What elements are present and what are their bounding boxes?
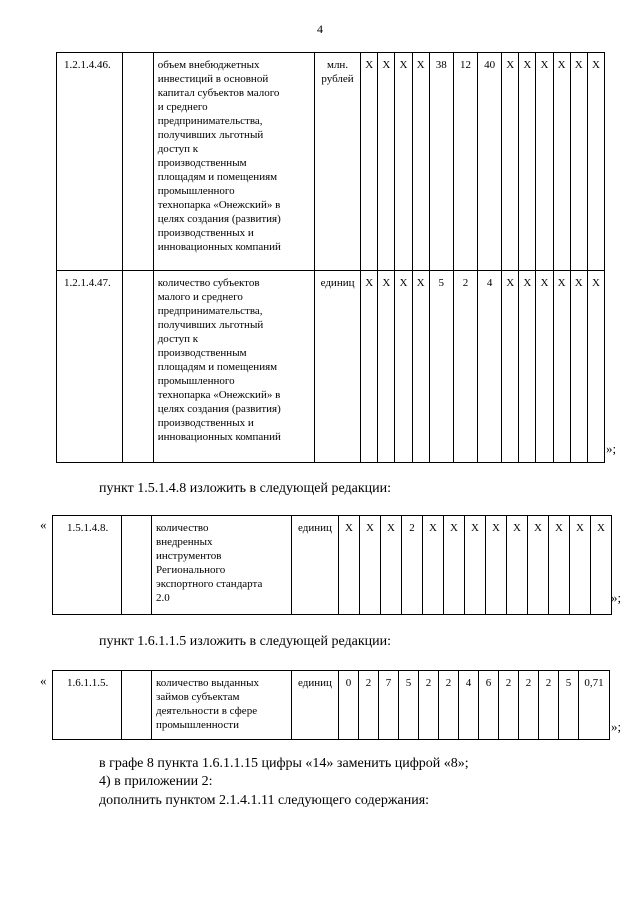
value-cell: X bbox=[549, 516, 570, 615]
instruction-paragraph-5: дополнить пунктом 2.1.4.1.11 следующего содержания: bbox=[99, 793, 430, 808]
row-description-line: экспортного стандарта bbox=[156, 578, 263, 590]
row-description bbox=[152, 516, 292, 615]
empty-cell bbox=[122, 671, 152, 740]
value-cell: X bbox=[570, 516, 591, 615]
row-unit bbox=[314, 53, 360, 271]
row-unit-line: млн. bbox=[326, 59, 349, 71]
value-cell: 12 bbox=[453, 53, 477, 271]
row-description-line: производственным bbox=[157, 157, 247, 169]
row-description-line: технопарка «Онежский» в bbox=[157, 199, 281, 211]
indicators-table-2 bbox=[52, 515, 612, 615]
table-row bbox=[53, 671, 610, 740]
value-cell: X bbox=[378, 271, 395, 463]
row-description bbox=[153, 271, 314, 463]
row-code: 1.6.1.1.5. bbox=[53, 671, 122, 740]
row-description-line: инвестиций в основной bbox=[157, 73, 269, 85]
value-cell: X bbox=[381, 516, 402, 615]
value-cell: 2 bbox=[519, 671, 539, 740]
value-cell: X bbox=[339, 516, 360, 615]
value-cell: X bbox=[423, 516, 444, 615]
row-code: 1.5.1.4.8. bbox=[53, 516, 122, 615]
instruction-paragraph-1: пункт 1.5.1.4.8 изложить в следующей редакции: bbox=[99, 481, 391, 496]
value-cell: X bbox=[502, 271, 519, 463]
value-cell: X bbox=[519, 53, 536, 271]
value-cell: 38 bbox=[429, 53, 453, 271]
value-cell: X bbox=[553, 53, 570, 271]
row-unit-line: рублей bbox=[321, 73, 354, 85]
value-cell: X bbox=[528, 516, 549, 615]
value-cell: 0,71 bbox=[579, 671, 610, 740]
value-cell: 2 bbox=[499, 671, 519, 740]
row-description-line: инновационных компаний bbox=[157, 431, 281, 443]
value-cell: X bbox=[465, 516, 486, 615]
value-cell: 4 bbox=[478, 271, 502, 463]
value-cell: X bbox=[536, 271, 553, 463]
row-unit-line: единиц bbox=[320, 277, 355, 289]
row-description-line: и среднего bbox=[157, 101, 208, 113]
closing-quote-3: »; bbox=[611, 719, 622, 734]
value-cell: X bbox=[395, 271, 412, 463]
row-description-line: объем внебюджетных bbox=[157, 59, 260, 71]
value-cell: X bbox=[553, 271, 570, 463]
row-description-line: деятельности в сфере bbox=[156, 705, 258, 717]
value-cell: 6 bbox=[479, 671, 499, 740]
row-description-line: займов субъектам bbox=[156, 691, 240, 703]
value-cell: X bbox=[412, 53, 429, 271]
row-description-line: внедренных bbox=[156, 536, 213, 548]
instruction-paragraph-4: 4) в приложении 2: bbox=[99, 774, 213, 789]
value-cell: 5 bbox=[429, 271, 453, 463]
table-row bbox=[57, 53, 605, 271]
value-cell: 5 bbox=[559, 671, 579, 740]
value-cell: X bbox=[587, 53, 604, 271]
row-description bbox=[153, 53, 314, 271]
value-cell: X bbox=[412, 271, 429, 463]
value-cell: X bbox=[570, 53, 587, 271]
value-cell: 40 bbox=[478, 53, 502, 271]
row-unit bbox=[314, 271, 360, 463]
value-cell: 2 bbox=[359, 671, 379, 740]
value-cell: 4 bbox=[459, 671, 479, 740]
indicators-table-1 bbox=[56, 52, 605, 463]
row-description-line: количество выданных bbox=[156, 677, 259, 689]
row-description-line: технопарка «Онежский» в bbox=[157, 389, 281, 401]
row-description-line: малого и среднего bbox=[157, 291, 243, 303]
row-description-line: получивших льготный bbox=[157, 129, 264, 141]
row-description-line: количество bbox=[156, 522, 209, 534]
value-cell: 0 bbox=[339, 671, 359, 740]
opening-quote-2: « bbox=[40, 517, 47, 532]
value-cell: 2 bbox=[419, 671, 439, 740]
closing-quote-1: »; bbox=[606, 441, 617, 456]
value-cell: X bbox=[570, 271, 587, 463]
instruction-paragraph-3: в графе 8 пункта 1.6.1.1.15 цифры «14» заменить цифрой «8»; bbox=[99, 756, 469, 771]
table-row bbox=[53, 516, 612, 615]
empty-cell bbox=[123, 271, 153, 463]
row-description-line: количество субъектов bbox=[157, 277, 260, 289]
value-cell: X bbox=[486, 516, 507, 615]
value-cell: 2 bbox=[402, 516, 423, 615]
row-description-line: целях создания (развития) bbox=[157, 403, 281, 415]
value-cell: X bbox=[587, 271, 604, 463]
value-cell: X bbox=[361, 271, 378, 463]
row-description-line: производственных и bbox=[157, 417, 254, 429]
row-description-line: инструментов bbox=[156, 550, 222, 562]
value-cell: X bbox=[502, 53, 519, 271]
row-unit: единиц bbox=[292, 671, 339, 740]
row-description-line: получивших льготный bbox=[157, 319, 264, 331]
value-cell: X bbox=[361, 53, 378, 271]
row-description-line: производственных и bbox=[157, 227, 254, 239]
value-cell: 5 bbox=[399, 671, 419, 740]
value-cell: X bbox=[395, 53, 412, 271]
closing-quote-2: »; bbox=[611, 590, 622, 605]
value-cell: 7 bbox=[379, 671, 399, 740]
row-description-line: доступ к bbox=[157, 333, 199, 345]
row-description-line: капитал субъектов малого bbox=[157, 87, 280, 99]
empty-cell bbox=[122, 516, 152, 615]
row-description-line: промышленности bbox=[156, 719, 239, 731]
table-row bbox=[57, 271, 605, 463]
empty-cell bbox=[123, 53, 153, 271]
value-cell: X bbox=[444, 516, 465, 615]
row-code: 1.2.1.4.46. bbox=[57, 53, 123, 271]
value-cell: 2 bbox=[453, 271, 477, 463]
value-cell: X bbox=[360, 516, 381, 615]
page-number: 4 bbox=[317, 22, 323, 36]
row-description-line: промышленного bbox=[157, 375, 235, 387]
value-cell: X bbox=[591, 516, 612, 615]
row-description-line: площадям и помещениям bbox=[157, 171, 278, 183]
row-description-line: 2.0 bbox=[156, 592, 170, 604]
row-description-line: промышленного bbox=[157, 185, 235, 197]
indicators-table-3 bbox=[52, 670, 610, 740]
row-description-line: площадям и помещениям bbox=[157, 361, 278, 373]
row-description bbox=[152, 671, 292, 740]
row-code: 1.2.1.4.47. bbox=[57, 271, 123, 463]
value-cell: X bbox=[507, 516, 528, 615]
row-description-line: производственным bbox=[157, 347, 247, 359]
value-cell: 2 bbox=[439, 671, 459, 740]
row-unit: единиц bbox=[292, 516, 339, 615]
row-description-line: целях создания (развития) bbox=[157, 213, 281, 225]
row-description-line: предпринимательства, bbox=[157, 115, 263, 127]
row-description-line: инновационных компаний bbox=[157, 241, 281, 253]
value-cell: 2 bbox=[539, 671, 559, 740]
value-cell: X bbox=[378, 53, 395, 271]
row-description-line: доступ к bbox=[157, 143, 199, 155]
value-cell: X bbox=[519, 271, 536, 463]
row-description-line: предпринимательства, bbox=[157, 305, 263, 317]
row-description-line: Регионального bbox=[156, 564, 226, 576]
opening-quote-3: « bbox=[40, 673, 47, 688]
instruction-paragraph-2: пункт 1.6.1.1.5 изложить в следующей редакции: bbox=[99, 634, 391, 649]
value-cell: X bbox=[536, 53, 553, 271]
